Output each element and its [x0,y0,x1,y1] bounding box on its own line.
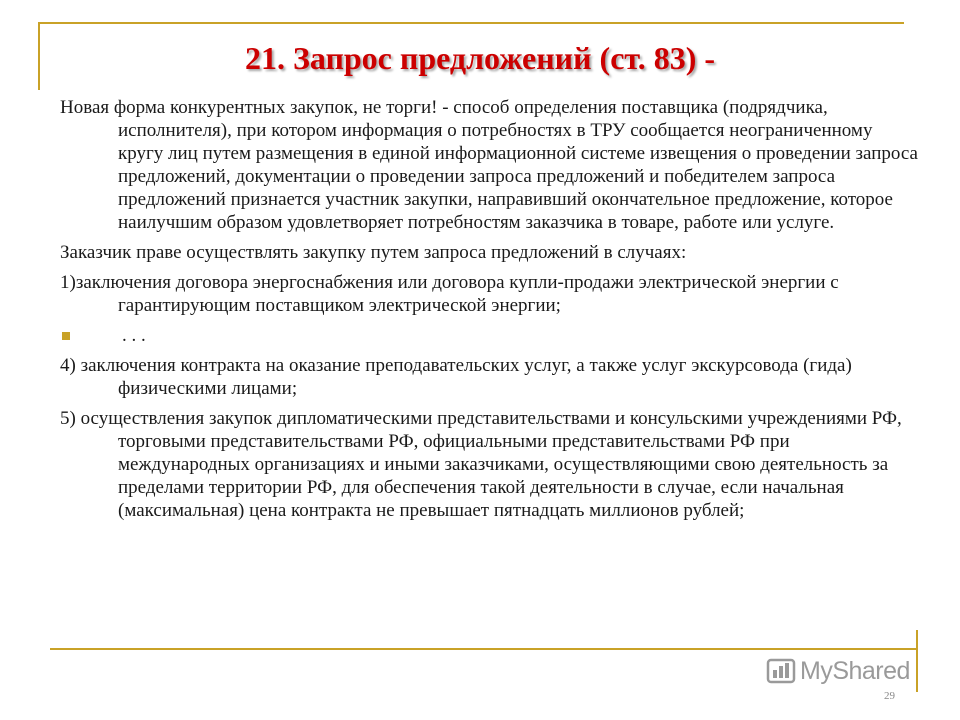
paragraph-case-5: 5) осуществления закупок дипломатическими представительствами и консульскими учреждениями РФ, торговыми представительствами РФ, официальными представительствами РФ при международных организациях и иными заказчиками, осуществляющими свою деятельность за пределами территории РФ, для обеспечения такой деятельности в случае, если начальная (максимальная) цена контракта не превышает пятнадцать миллионов рублей; [60,408,902,521]
ellipsis-item [60,324,920,347]
page-number: 29 [884,690,895,702]
slide-body [60,96,920,529]
myshared-logo-icon [766,656,796,686]
watermark-text: MyShared [800,656,910,685]
slide-title: 21. Запрос предложений (ст. 83) - [244,40,716,76]
square-bullet-icon [62,332,70,340]
frame-top-line [38,22,904,24]
paragraph-case-4: 4) заключения контракта на оказание преподавательских услуг, а также услуг экскурсовода (гида) физическими лицами; [60,355,852,399]
paragraph-case-1: 1)заключения договора энергоснабжения или договора купли-продажи электрической энергии с гарантирующим поставщиком электрической энергии; [60,272,839,316]
watermark-logo [766,656,910,686]
frame-bottom-line [50,648,916,650]
frame-right-line [916,630,918,692]
ellipsis-text: . . . [122,325,146,346]
paragraph-definition: Новая форма конкурентных закупок, не торги! - способ определения поставщика (подрядчика, исполнителя), при котором информация о потребностях в ТРУ сообщается неограниченному кругу лиц путем размещения в единой информационной системе извещения о проведении запроса предложений, документации о проведении запроса предложений и победителем запроса предложений признается участник закупки, направивший окончательное предложение, которое наилучшим образом удовлетворяет потребностям заказчика в товаре, работе или услуге. [60,97,918,233]
paragraph-cases-intro: Заказчик праве осуществлять закупку путем запроса предложений в случаях: [60,242,687,263]
